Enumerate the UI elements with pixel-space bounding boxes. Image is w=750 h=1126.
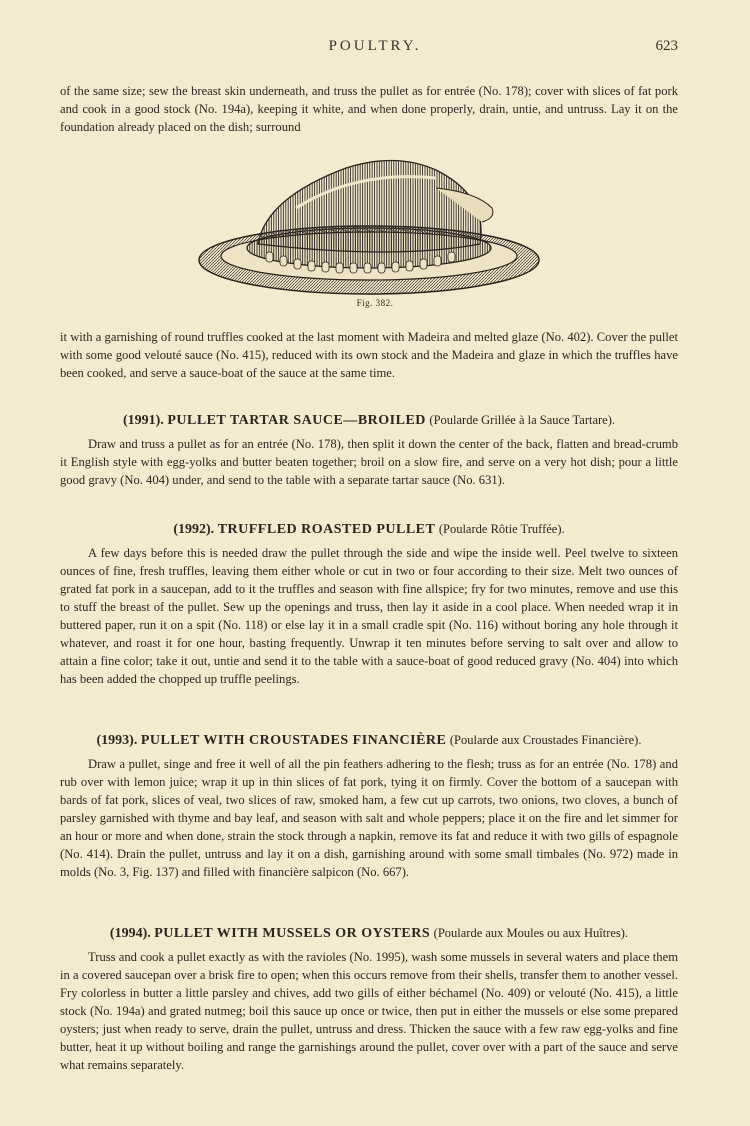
figure-caption: Fig. 382.	[356, 298, 394, 308]
section-number: (1992).	[173, 522, 215, 537]
continuation-paragraph: it with a garnishing of round truffles cooked at the last moment with Madeira and melted glaze (No. 402). Cover the pullet with some good velouté sauce (No. 415), reduced with its own stock and the Madeira and glaze in which the truffles have been cooked, and serve a sauce-boat of the sauce at the same time.	[60, 330, 678, 380]
section-heading-1993	[60, 733, 678, 749]
section-number: (1991).	[122, 413, 164, 428]
section-number: (1993).	[96, 733, 138, 748]
section-body-1993: Draw a pullet, singe and free it well of all the pin feathers adhering to the flesh; truss as for an entrée (No. 178) and rub over with lemon juice; wrap it up in thin slices of fat pork, tying it on firmly. Cover the bottom of a saucepan with bards of fat pork, slices of veal, two slices of raw, smoked ham, a few cut up carrots, two onions, two cloves, a bunch of parsley garnished with thyme and bay leaf, and season with salt and whole peppers; place it on the fire and let simmer for an hour or more and when done, strain the stock through a napkin, remove its fat and reduce it with two gills of espagnole (No. 414). Drain the pullet, untruss and lay it on a dish, garnishing around with some small timbales (No. 972) made in molds (No. 3, Fig. 137) and filled with financière salpicon (No. 667).	[60, 757, 678, 879]
section-french-title: (Poularde aux Moules ou aux Huîtres).	[433, 926, 629, 940]
section-french-title: (Poularde Grillée à la Sauce Tartare).	[429, 413, 616, 427]
running-head: POULTRY.	[328, 38, 422, 54]
section-heading-1992	[60, 522, 678, 538]
section-heading-1994	[60, 926, 678, 942]
section-title: PULLET TARTAR SAUCE—BROILED	[167, 413, 426, 428]
page-number: 623	[655, 38, 678, 54]
section-french-title: (Poularde Rôtie Truffée).	[438, 522, 565, 536]
section-heading-1991	[60, 413, 678, 429]
section-body-1991: Draw and truss a pullet as for an entrée (No. 178), then split it down the center of the back, flatten and bread-crumb it English style with egg-yolks and butter beaten together; broil on a slow fire, and serve on a very hot dish; pour a little good gravy (No. 404) under, and send to the table with a separate tartar sauce (No. 631).	[60, 437, 678, 487]
section-body-1994: Truss and cook a pullet exactly as with the ravioles (No. 1995), wash some mussels in several waters and place them in a covered saucepan over a brisk fire to open; when this occurs remove from their shells, transfer them to another vessel. Fry colorless in butter a little parsley and chives, add two gills of either béchamel (No. 409) or velouté (No. 415), a little stock (No. 194a) and grated nutmeg; boil this sauce up once or twice, then put in either the mussels or else some prepared oysters; just when ready to serve, drain the pullet, untruss and dress. Thicken the sauce with a few raw egg-yolks and fine butter, heat it up without boiling and range the garnishings around the pullet, cover over with a part of the sauce and serve what remains separately.	[60, 950, 678, 1072]
section-title: PULLET WITH CROUSTADES FINANCIÈRE	[140, 733, 447, 748]
section-body-1992: A few days before this is needed draw the pullet through the side and wipe the inside well. Peel twelve to sixteen ounces of fine, fresh truffles, leaving them either whole or cut in two or four according to their size. Melt two ounces of grated fat pork in a saucepan, add to it the truffles and season with fine allspice; fry for two minutes, remove and use this to stuff the breast of the pullet. Sew up the openings and truss, then lay it aside in a cool place. When needed wrap it in buttered paper, run it on a spit (No. 118) or else lay it in a small cradle spit (No. 116) without boring any hole through it whatever, and roast it for one hour, basting frequently. Unwrap it ten minutes before serving to salt over and allow to attain a fine color; take it out, untie and send it to the table with a sauce-boat of good reduced gravy (No. 404) into which has been added the chopped up truffle peelings.	[60, 546, 678, 686]
roast-pullet-illustration	[196, 148, 542, 298]
section-french-title: (Poularde aux Croustades Financière).	[449, 733, 642, 747]
section-title: TRUFFLED ROASTED PULLET	[217, 522, 436, 537]
section-title: PULLET WITH MUSSELS OR OYSTERS	[154, 926, 431, 941]
intro-paragraph: of the same size; sew the breast skin underneath, and truss the pullet as for entrée (No. 178); cover with slices of fat pork and cook in a good stock (No. 194a), keeping it white, and when done properly, drain, untie, and untruss. Lay it on the foundation already placed on the dish; surround	[60, 84, 678, 134]
section-number: (1994).	[109, 926, 151, 941]
